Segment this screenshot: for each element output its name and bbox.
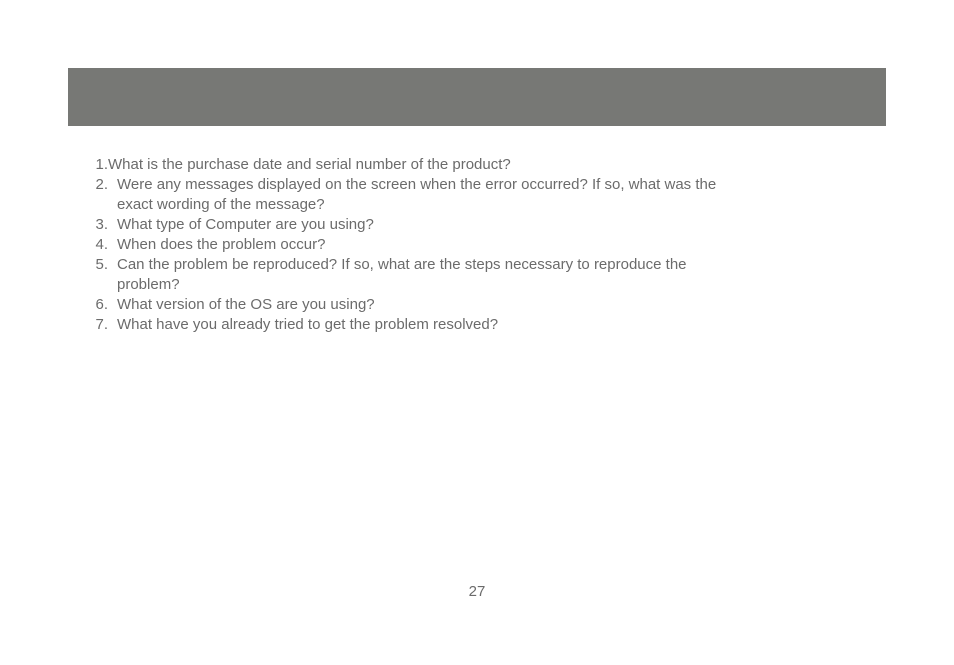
question-text: When does the problem occur? xyxy=(117,236,326,253)
question-text: What type of Computer are you using? xyxy=(117,216,374,233)
question-number: 5. xyxy=(95,256,108,273)
question-number: 7. xyxy=(95,316,108,333)
question-text: What version of the OS are you using? xyxy=(117,296,375,313)
question-number: 6. xyxy=(95,296,108,313)
header-bar xyxy=(68,68,886,126)
question-number: 2. xyxy=(95,176,108,193)
question-text: Can the problem be reproduced? If so, what are the steps necessary to reproduce the problem? xyxy=(117,256,687,293)
question-item xyxy=(81,175,721,215)
page-number: 27 xyxy=(468,583,486,600)
question-text: What is the purchase date and serial number of the product? xyxy=(108,156,511,173)
question-text: What have you already tried to get the problem resolved? xyxy=(117,316,499,333)
question-item xyxy=(81,295,721,315)
question-item xyxy=(81,235,721,255)
question-item xyxy=(81,255,721,295)
question-item xyxy=(81,315,721,335)
question-text: Were any messages displayed on the screen when the error occurred? If so, what was the exact wording of the message? xyxy=(117,176,717,213)
question-number: 1. xyxy=(95,156,108,173)
question-number: 4. xyxy=(95,236,108,253)
question-list xyxy=(81,155,721,335)
question-item xyxy=(81,155,721,175)
question-item xyxy=(81,215,721,235)
question-number: 3. xyxy=(95,216,108,233)
